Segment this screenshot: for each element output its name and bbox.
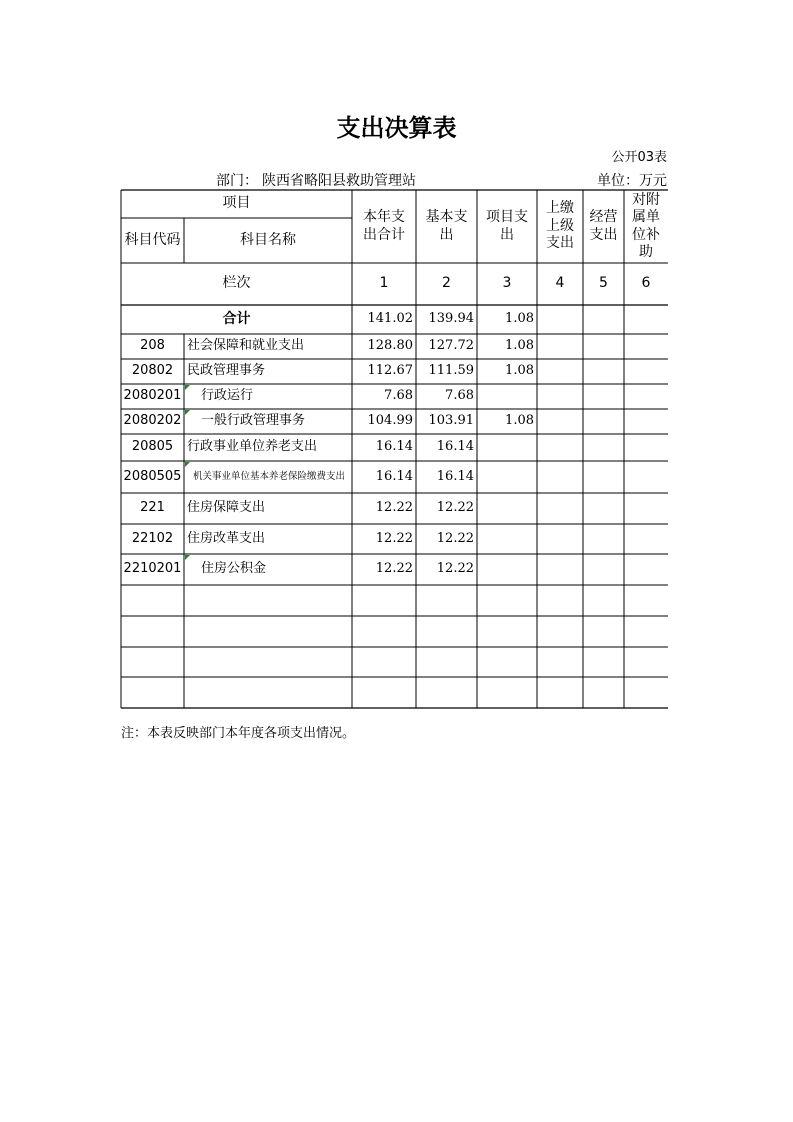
row-basic: 7.68 — [445, 388, 474, 404]
unit-label: 单位：万元 — [597, 173, 667, 189]
row-name: 民政管理事务 — [187, 363, 266, 379]
row-total: 112.67 — [367, 363, 413, 379]
department-label: 部门： — [216, 173, 258, 189]
cell-indicator-icon — [185, 410, 190, 415]
summary-total: 141.02 — [367, 311, 413, 327]
header-basic: 基本支出 — [425, 209, 468, 243]
summary-project: 1.08 — [505, 311, 534, 327]
column-index: 2 — [442, 275, 451, 292]
row-total: 12.22 — [375, 530, 413, 546]
row-name: 行政运行 — [201, 388, 254, 404]
row-basic: 111.59 — [428, 363, 474, 379]
row-code: 2210201 — [123, 561, 182, 577]
footnote: 注：本表反映部门本年度各项支出情况。 — [121, 726, 356, 741]
row-basic: 12.22 — [436, 500, 474, 516]
row-name: 机关事业单位基本养老保险缴费支出 — [193, 471, 346, 483]
row-total: 16.14 — [375, 439, 413, 455]
department-name: 陕西省略阳县救助管理站 — [262, 173, 416, 189]
row-project: 1.08 — [505, 338, 534, 354]
row-name: 一般行政管理事务 — [201, 413, 306, 429]
summary-label: 合计 — [222, 310, 251, 327]
row-code: 20802 — [131, 363, 174, 379]
row-code: 2080202 — [123, 413, 182, 429]
row-total: 104.99 — [367, 413, 413, 429]
header-code: 科目代码 — [124, 231, 181, 248]
cell-indicator-icon — [185, 462, 190, 467]
row-project — [477, 461, 537, 493]
row-name: 住房公积金 — [201, 561, 267, 577]
column-index: 5 — [599, 275, 608, 292]
row-project: 1.08 — [505, 363, 534, 379]
row-total: 7.68 — [384, 388, 413, 404]
row-project — [477, 493, 537, 524]
row-code: 22102 — [131, 530, 174, 546]
cell-indicator-icon — [185, 555, 190, 560]
header-business: 经营支出 — [589, 209, 618, 243]
row-project: 1.08 — [505, 413, 534, 429]
row-basic: 103.91 — [428, 413, 474, 429]
header-total: 本年支出合计 — [363, 209, 405, 243]
column-index-label: 栏次 — [222, 275, 251, 292]
row-basic: 16.14 — [436, 468, 474, 484]
header-subsidy: 对附属单位补助 — [632, 191, 660, 260]
row-project — [477, 524, 537, 554]
row-name: 住房改革支出 — [187, 530, 266, 546]
row-project — [477, 384, 537, 409]
row-code: 20805 — [131, 439, 174, 455]
row-name: 社会保障和就业支出 — [187, 338, 305, 354]
column-index: 6 — [641, 275, 651, 292]
column-index: 1 — [379, 275, 389, 292]
header-name: 科目名称 — [240, 231, 296, 248]
summary-basic: 139.94 — [428, 311, 474, 327]
header-item: 项目 — [222, 195, 251, 212]
row-project — [477, 554, 537, 585]
row-total: 12.22 — [375, 561, 413, 577]
row-basic: 12.22 — [436, 561, 474, 577]
header-project: 项目支出 — [486, 209, 528, 243]
row-name: 住房保障支出 — [187, 500, 266, 516]
row-total: 128.80 — [367, 338, 413, 354]
row-basic: 12.22 — [436, 530, 474, 546]
column-index: 3 — [502, 275, 512, 292]
row-project — [477, 434, 537, 461]
row-total: 16.14 — [375, 468, 413, 484]
row-code: 2080201 — [123, 388, 182, 404]
page-title: 支出决算表 — [336, 114, 457, 142]
cell-indicator-icon — [185, 385, 190, 390]
row-code: 208 — [140, 338, 165, 354]
row-code: 2080505 — [123, 468, 182, 484]
row-name: 行政事业单位养老支出 — [187, 439, 318, 455]
column-index: 4 — [555, 275, 565, 292]
row-basic: 16.14 — [436, 439, 474, 455]
row-basic: 127.72 — [428, 338, 474, 354]
row-total: 12.22 — [375, 500, 413, 516]
row-code: 221 — [140, 500, 165, 516]
header-upper: 上缴上级支出 — [546, 200, 574, 252]
form-number: 公开03表 — [611, 150, 667, 165]
